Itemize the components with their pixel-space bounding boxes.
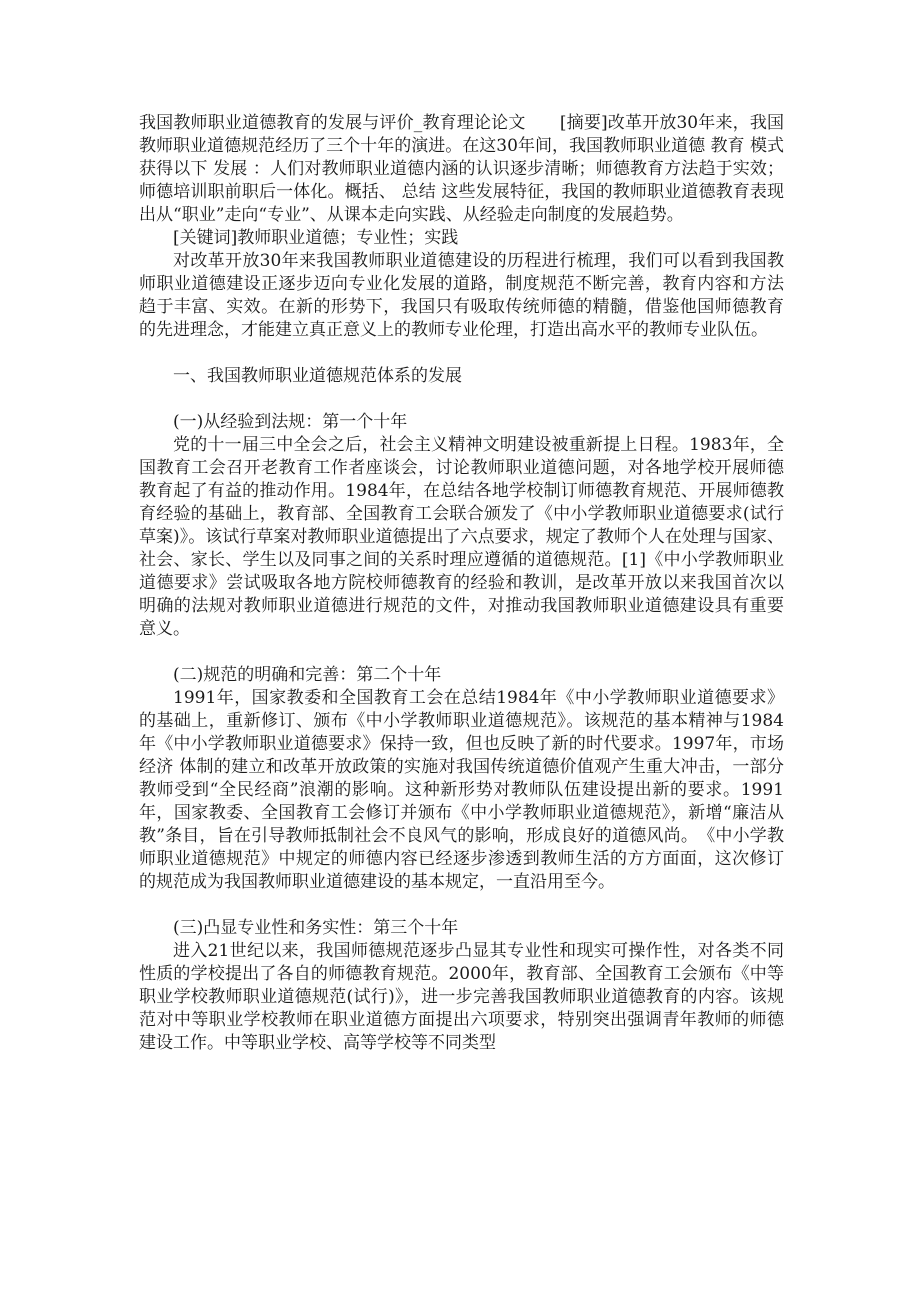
article-paragraph: 进入21世纪以来，我国师德规范逐步凸显其专业性和现实可操作性，对各类不同性质的学校提出了各自的师德教育规范。2000年，教育部、全国教育工会颁布《中等职业学校教师职业道德规范(试行)》，进一步完善我国教师职业道德教育的内容。该规范对中等职业学校教师在职业道德方面提出六项要求，特别突出强调青年教师的师德建设工作。中等职业学校、高等学校等不同类型 bbox=[139, 941, 784, 1053]
article-intro: 我国教师职业道德教育的发展与评价_教育理论论文 [摘要]改革开放30年来，我国教师职业道德规范经历了三个十年的演进。在这30年间，我国教师职业道德 教育 模式获得以下 发展 ：人们对教师职业道德内涵的认识逐步清晰；师德教育方法趋于实效；师德培训职前职后一体化。概括、 总结 这些发展特征，我国的教师职业道德教育表现出从“职业”走向“专业”、从课本走向实践、从经验走向制度的发展趋势。 bbox=[139, 113, 784, 225]
article-keywords: [关键词]教师职业道德；专业性；实践 bbox=[173, 228, 459, 248]
subsection-heading: (二)规范的明确和完善：第二个十年 bbox=[173, 665, 442, 685]
article-paragraph: 对改革开放30年来我国教师职业道德建设的历程进行梳理，我们可以看到我国教师职业道德建设正逐步迈向专业化发展的道路，制度规范不断完善，教育内容和方法趋于丰富、实效。在新的形势下，我国只有吸取传统师德的精髓，借鉴他国师德教育的先进理念，才能建立真正意义上的教师专业伦理，打造出高水平的教师专业队伍。 bbox=[139, 251, 784, 340]
section-heading: 一、我国教师职业道德规范体系的发展 bbox=[173, 366, 462, 386]
article-paragraph: 党的十一届三中全会之后，社会主义精神文明建设被重新提上日程。1983年，全国教育工会召开老教育工作者座谈会，讨论教师职业道德问题，对各地学校开展师德教育起了有益的推动作用。1984年，在总结各地学校制订师德教育规范、开展师德教育经验的基础上，教育部、全国教育工会联合颁发了《中小学教师职业道德要求(试行草案)》。该试行草案对教师职业道德提出了六点要求，规定了教师个人在处理与国家、社会、家长、学生以及同事之间的关系时理应遵循的道德规范。[1]《中小学教师职业道德要求》尝试吸取各地方院校师德教育的经验和教训，是改革开放以来我国首次以明确的法规对教师职业道德进行规范的文件，对推动我国教师职业道德建设具有重要意义。 bbox=[139, 435, 784, 639]
subsection-heading: (一)从经验到法规：第一个十年 bbox=[173, 412, 408, 432]
document-page bbox=[139, 112, 784, 1055]
article-paragraph: 1991年，国家教委和全国教育工会在总结1984年《中小学教师职业道德要求》的基础上，重新修订、颁布《中小学教师职业道德规范》。该规范的基本精神与1984年《中小学教师职业道德要求》保持一致，但也反映了新的时代要求。1997年，市场 经济 体制的建立和改革开放政策的实施对我国传统道德价值观产生重大冲击，一部分教师受到“全民经商”浪潮的影响。这种新形势对教师队伍建设提出新的要求。1991年，国家教委、全国教育工会修订并颁布《中小学教师职业道德规范》，新增“廉洁从教”条目，旨在引导教师抵制社会不良风气的影响，形成良好的道德风尚。 《中小学教师职业道德规范》中规定的师德内容已经逐步渗透到教师生活的方方面面，这次修订的规范成为我国教师职业道德建设的基本规定，一直沿用至今。 bbox=[139, 688, 784, 892]
subsection-heading: (三)凸显专业性和务实性：第三个十年 bbox=[173, 918, 459, 938]
